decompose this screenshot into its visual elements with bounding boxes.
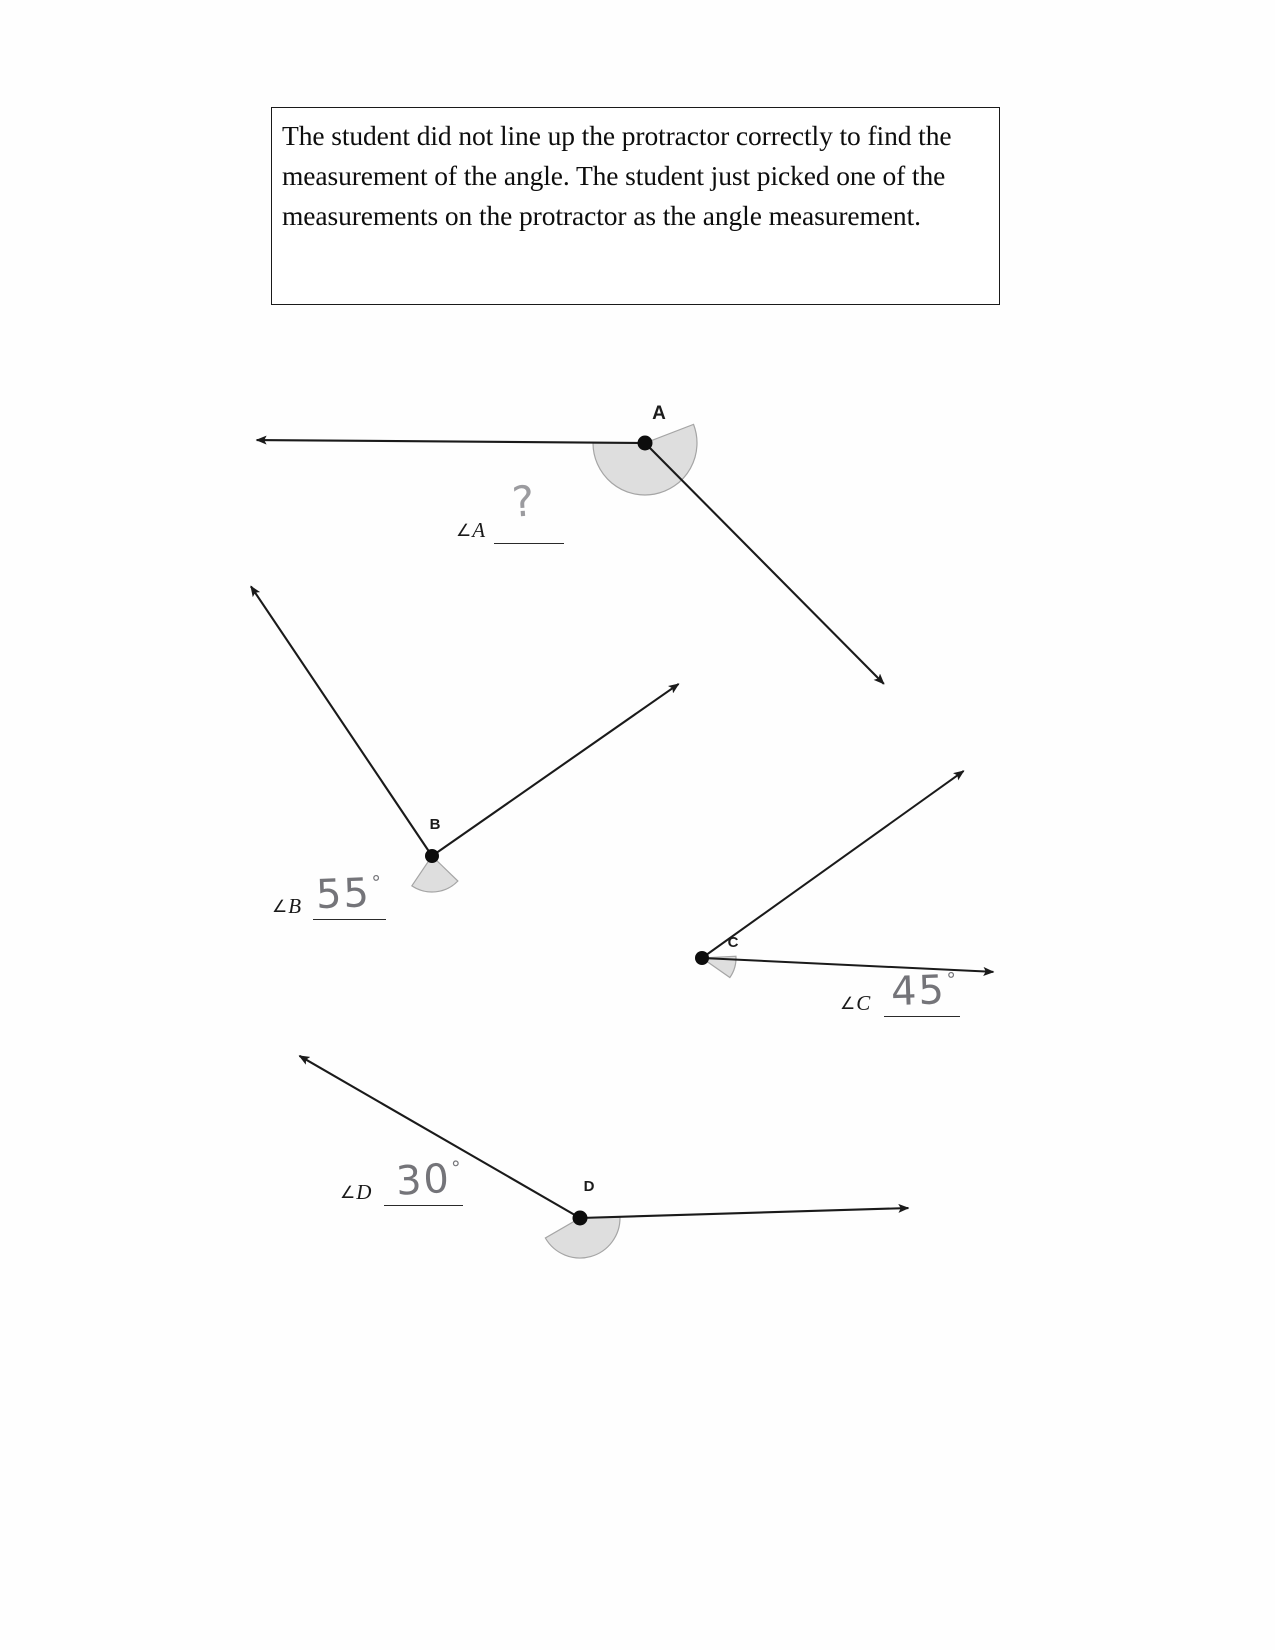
angle-a-ray-left — [257, 440, 645, 443]
angle-d-degree-symbol: ° — [450, 1157, 462, 1180]
angle-symbol-d: ∠ — [340, 1183, 356, 1202]
angle-a-ray-lower-right — [645, 443, 884, 684]
angle-d-vertex-dot — [573, 1211, 588, 1226]
angle-letter-c: C — [856, 991, 871, 1015]
angle-d-prompt — [340, 1180, 371, 1205]
angle-c-ray-upper-right — [702, 771, 964, 958]
angle-b-degree-symbol: ° — [371, 871, 382, 895]
angle-d-handwritten-answer — [395, 1155, 463, 1204]
angle-d-figure — [299, 1056, 908, 1258]
angle-a-prompt — [456, 518, 485, 543]
angle-d-answer-number: 30 — [394, 1155, 453, 1205]
vertex-label-b: B — [429, 816, 441, 833]
angle-a-answer-blank[interactable] — [494, 543, 564, 544]
angle-b-ray-upper-right — [432, 684, 679, 856]
angle-a-arc — [593, 424, 697, 495]
angle-c-answer-blank[interactable] — [884, 1016, 960, 1017]
angle-b-vertex-dot — [425, 849, 439, 863]
vertex-label-a: A — [652, 403, 666, 424]
angle-c-handwritten-answer — [890, 967, 957, 1015]
angle-letter-d: D — [356, 1180, 372, 1204]
angle-symbol-a: ∠ — [456, 521, 472, 540]
angle-b-prompt — [272, 894, 301, 919]
angle-b-handwritten-answer — [315, 870, 382, 918]
vertex-label-c: C — [727, 934, 739, 951]
angle-c-degree-symbol: ° — [946, 968, 957, 992]
angle-c-vertex-dot — [695, 951, 709, 965]
angle-d-ray-right — [580, 1208, 908, 1218]
angle-b-ray-upper-left — [251, 586, 432, 856]
angle-symbol-b: ∠ — [272, 897, 288, 916]
angle-letter-a: A — [472, 518, 486, 542]
explanation-paragraph: The student did not line up the protractor correctly to find the measurement of the angle. The student just picked one of the measurements on the protractor as the angle measurement. — [282, 120, 952, 231]
angle-symbol-c: ∠ — [840, 994, 856, 1013]
angle-d-answer-blank[interactable] — [384, 1205, 463, 1206]
angle-b-answer-number: 55 — [315, 870, 372, 919]
angle-letter-b: B — [288, 894, 302, 918]
angle-a-handwritten-answer: ? — [510, 476, 536, 527]
angle-a-vertex-dot — [638, 436, 653, 451]
angle-b-answer-blank[interactable] — [313, 919, 386, 920]
angle-c-prompt — [840, 991, 870, 1016]
angle-c-answer-number: 45 — [890, 967, 947, 1016]
angle-a-figure — [257, 424, 884, 683]
vertex-label-d: D — [583, 1178, 595, 1195]
